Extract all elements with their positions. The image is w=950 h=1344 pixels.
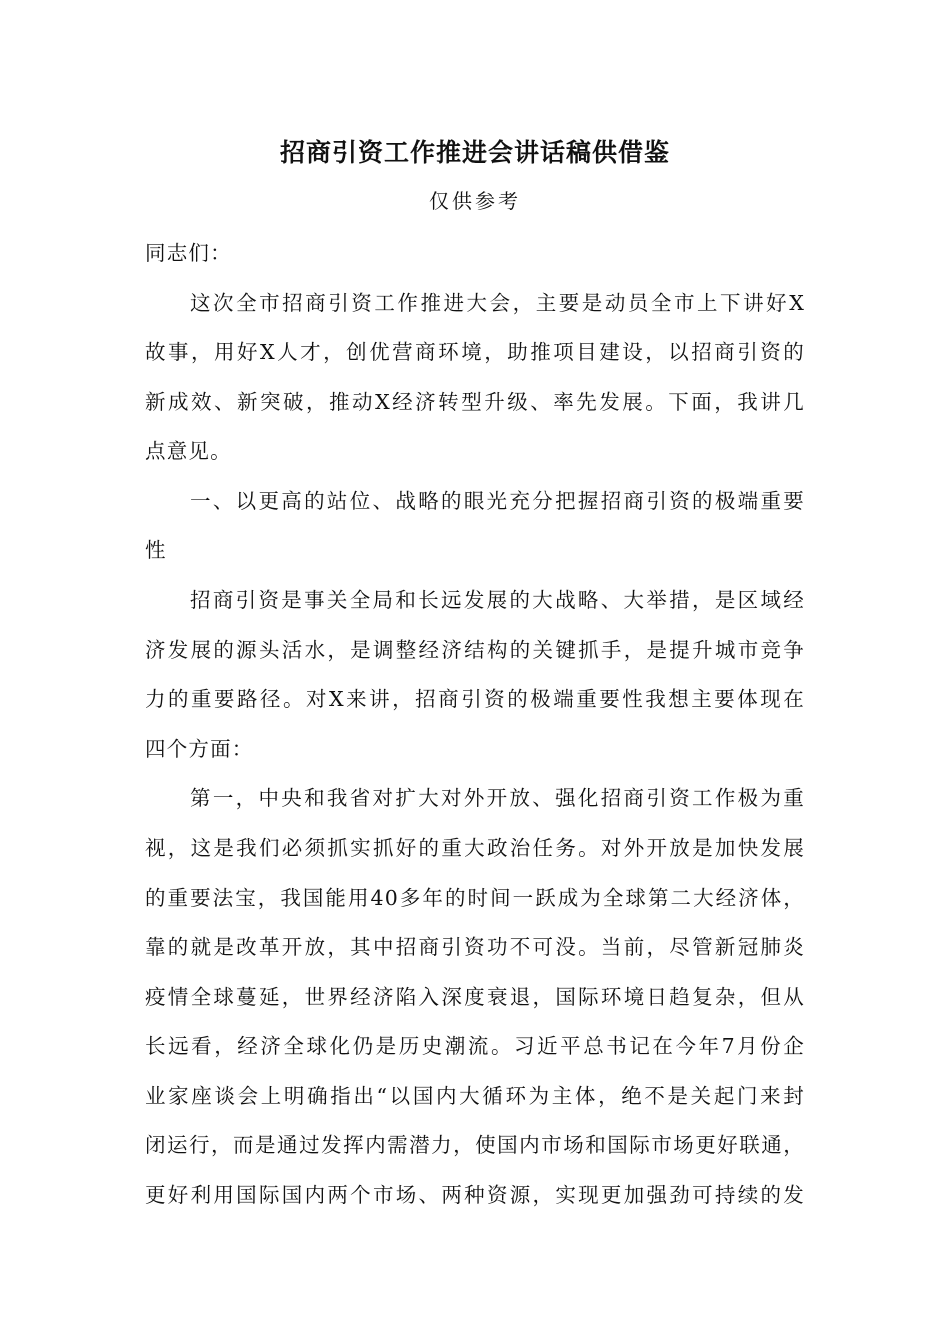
body-line: 疫情全球蔓延，世界经济陷入深度衰退，国际环境日趋复杂，但从 xyxy=(145,985,805,1009)
body-line: 长远看，经济全球化仍是历史潮流。习近平总书记在今年7月份企 xyxy=(145,1034,805,1058)
body-line: 业家座谈会上明确指出“以国内大循环为主体，绝不是关起门来封 xyxy=(145,1084,805,1108)
body-line: 招商引资是事关全局和长远发展的大战略、大举措，是区域经 xyxy=(190,588,805,612)
body-line: 力的重要路径。对X来讲，招商引资的极端重要性我想主要体现在 xyxy=(145,687,805,711)
body-line: 故事，用好X人才，创优营商环境，助推项目建设，以招商引资的 xyxy=(145,340,805,364)
document-subtitle: 仅供参考 xyxy=(429,189,521,213)
body-line: 点意见。 xyxy=(145,439,232,463)
body-line: 第一，中央和我省对扩大对外开放、强化招商引资工作极为重 xyxy=(190,786,805,810)
section-heading-line: 性 xyxy=(145,538,167,562)
body-line: 济发展的源头活水，是调整经济结构的关键抓手，是提升城市竞争 xyxy=(145,638,805,662)
body-line: 闭运行，而是通过发挥内需潜力，使国内市场和国际市场更好联通， xyxy=(145,1133,805,1157)
body-line: 四个方面： xyxy=(145,737,254,761)
body-line: 视，这是我们必须抓实抓好的重大政治任务。对外开放是加快发展 xyxy=(145,836,805,860)
body-line: 新成效、新突破，推动X经济转型升级、率先发展。下面，我讲几 xyxy=(145,390,805,414)
body-line: 更好利用国际国内两个市场、两种资源，实现更加强劲可持续的发 xyxy=(145,1183,805,1207)
document-title: 招商引资工作推进会讲话稿供借鉴 xyxy=(279,138,670,167)
body-line: 这次全市招商引资工作推进大会，主要是动员全市上下讲好X xyxy=(190,291,805,315)
body-line: 的重要法宝，我国能用40多年的时间一跃成为全球第二大经济体， xyxy=(145,886,805,910)
section-heading-line: 一、以更高的站位、战略的眼光充分把握招商引资的极端重要 xyxy=(190,489,805,513)
salutation-line: 同志们： xyxy=(145,241,232,265)
body-line: 靠的就是改革开放，其中招商引资功不可没。当前，尽管新冠肺炎 xyxy=(145,935,805,959)
